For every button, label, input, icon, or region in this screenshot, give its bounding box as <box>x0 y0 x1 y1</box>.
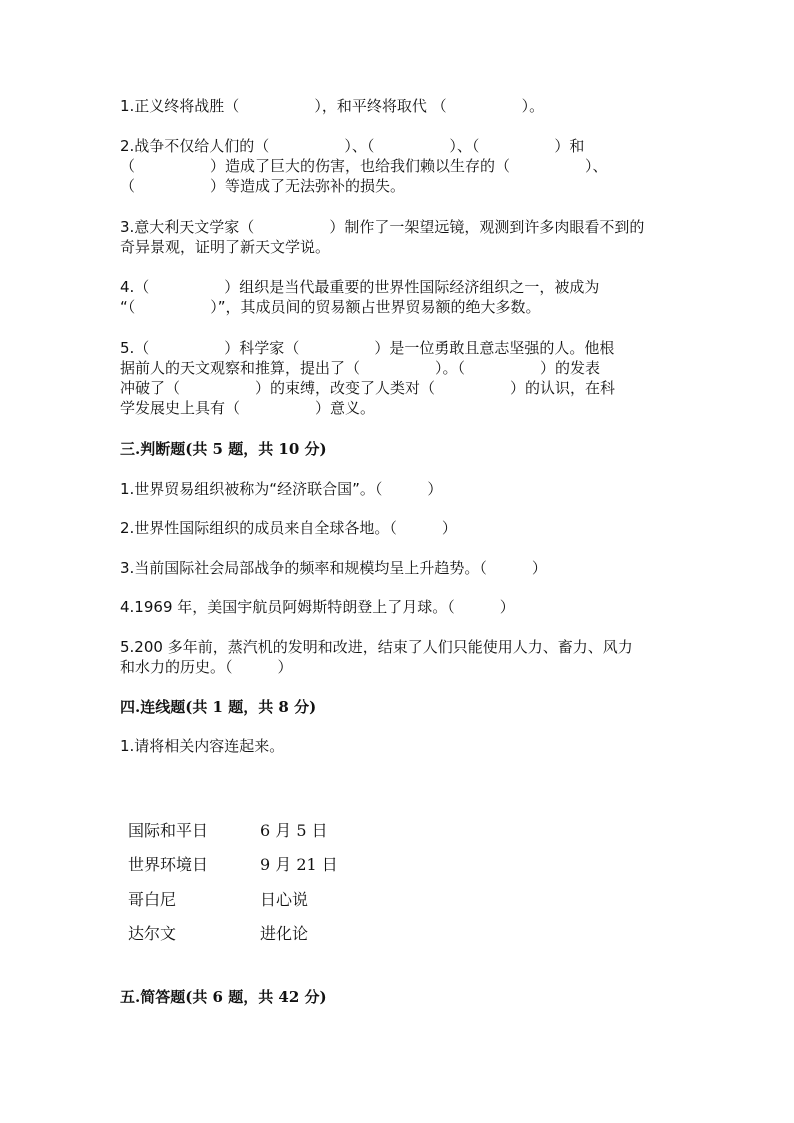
question-line: 5.200 多年前，蒸汽机的发明和改进，结束了人们只能使用人力、畜力、风力 <box>120 638 633 656</box>
question-line: “（ ）”，其成员间的贸易额占世界贸易额的绝大多数。 <box>120 298 541 316</box>
match-right-item: 9 月 21 日 <box>260 855 338 875</box>
table-row <box>118 916 348 951</box>
match-left-item: 哥白尼 <box>128 889 177 909</box>
table-row <box>118 881 348 916</box>
question-line: 奇异景观，证明了新天文学说。 <box>120 238 331 256</box>
table-row <box>118 812 348 847</box>
fill-blank-question-5 <box>120 338 680 418</box>
table-row <box>118 847 348 882</box>
question-line: 5.（ ）科学家（ ）是一位勇敢且意志坚强的人。他根 <box>120 339 615 357</box>
question-line: 学发展史上具有（ ）意义。 <box>120 399 376 417</box>
question-line: 3.意大利天文学家（ ）制作了一架望远镜，观测到许多肉眼看不到的 <box>120 218 645 236</box>
question-line: 和水力的历史。（ ） <box>120 658 293 676</box>
question-line: 3.当前国际社会局部战争的频率和规模均呈上升趋势。（ ） <box>120 559 547 577</box>
judgement-question-3 <box>120 558 680 578</box>
question-line: 冲破了（ ）的束缚，改变了人类对（ ）的认识，在科 <box>120 379 616 397</box>
judgement-question-4 <box>120 597 680 617</box>
section-heading-judgement: 三.判断题(共 5 题，共 10 分) <box>120 440 327 458</box>
match-left-item: 达尔文 <box>128 924 177 944</box>
match-left-item: 世界环境日 <box>128 855 209 875</box>
fill-blank-question-2 <box>120 136 680 196</box>
question-line: 2.世界性国际组织的成员来自全球各地。（ ） <box>120 519 457 537</box>
matching-table <box>118 812 348 950</box>
question-line: 1.世界贸易组织被称为“经济联合国”。（ ） <box>120 480 443 498</box>
question-line: （ ）造成了巨大的伤害，也给我们赖以生存的（ ）、 <box>120 157 608 175</box>
question-line: 2.战争不仅给人们的（ ）、（ ）、（ ）和 <box>120 137 585 155</box>
question-line: 4.1969 年，美国宇航员阿姆斯特朗登上了月球。（ ） <box>120 598 515 616</box>
question-line: 4.（ ）组织是当代最重要的世界性国际经济组织之一，被成为 <box>120 278 600 296</box>
match-right-item: 日心说 <box>260 889 309 909</box>
matching-prompt: 1.请将相关内容连起来。 <box>120 737 285 755</box>
question-line: 1.正义终将战胜（ ），和平终将取代 （ ）。 <box>120 97 545 115</box>
fill-blank-question-3 <box>120 217 680 257</box>
section-heading-short-answer: 五.简答题(共 6 题，共 42 分) <box>120 988 327 1006</box>
judgement-question-5 <box>120 637 680 677</box>
match-right-item: 进化论 <box>260 924 309 944</box>
question-line: 据前人的天文观察和推算，提出了（ ）。（ ）的发表 <box>120 359 601 377</box>
fill-blank-question-4 <box>120 277 680 317</box>
judgement-question-2 <box>120 518 680 538</box>
section-heading-matching: 四.连线题(共 1 题，共 8 分) <box>120 698 317 716</box>
question-line: （ ）等造成了无法弥补的损失。 <box>120 177 406 195</box>
fill-blank-question-1 <box>120 96 680 116</box>
match-left-item: 国际和平日 <box>128 820 209 840</box>
match-right-item: 6 月 5 日 <box>260 820 328 840</box>
judgement-question-1 <box>120 479 680 499</box>
